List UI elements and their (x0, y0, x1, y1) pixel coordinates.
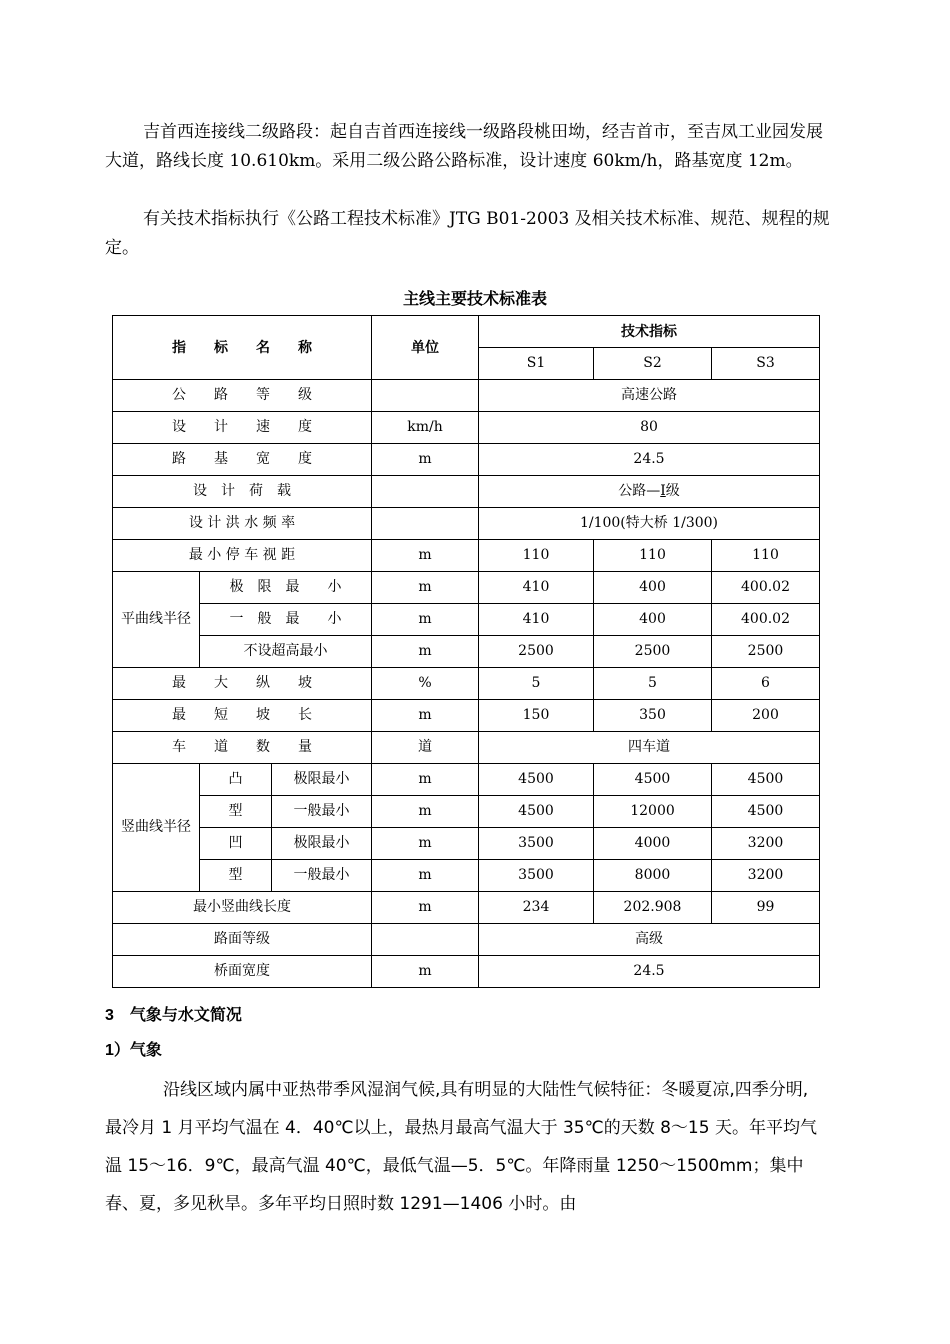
row-value: 四车道 (479, 732, 820, 764)
row-name: 一 般 最 小 (200, 604, 372, 636)
row-s3: 4500 (712, 764, 820, 796)
table-row (113, 764, 820, 796)
row-name: 最 大 纵 坡 (113, 668, 372, 700)
table-row (113, 668, 820, 700)
row-name: 极 限 最 小 (200, 572, 372, 604)
row-s2: 110 (594, 540, 712, 572)
table-row (113, 444, 820, 476)
paragraph-route-description: 吉首西连接线二级路段：起自吉首西连接线一级路段桃田坳，经吉首市，至吉凤工业园发展大道，路线长度 10.610km。采用二级公路公路标准，设计速度 60km/h，路基宽度 12m。 (105, 122, 823, 171)
row-s3: 99 (712, 892, 820, 924)
row-s2: 202.908 (594, 892, 712, 924)
header-tech: 技术指标 (479, 316, 820, 348)
row-unit: m (372, 700, 479, 732)
row-name: 一般最小 (272, 860, 372, 892)
row-unit: m (372, 956, 479, 988)
row-s3: 200 (712, 700, 820, 732)
concave-label-top: 凹 (200, 828, 272, 860)
convex-label-bottom: 型 (200, 796, 272, 828)
row-name: 最 小 停 车 视 距 (113, 540, 372, 572)
table-row (113, 604, 820, 636)
row-unit: km/h (372, 412, 479, 444)
table-row (113, 924, 820, 956)
subsection-heading-climate: 1）气象 (105, 1042, 162, 1059)
row-s1: 2500 (479, 636, 594, 668)
row-unit (372, 508, 479, 540)
convex-label-top: 凸 (200, 764, 272, 796)
row-s1: 110 (479, 540, 594, 572)
table-row (113, 700, 820, 732)
row-name: 不设超高最小 (200, 636, 372, 668)
row-s2: 5 (594, 668, 712, 700)
table-row (113, 540, 820, 572)
row-name: 极限最小 (272, 828, 372, 860)
row-name: 最小竖曲线长度 (113, 892, 372, 924)
row-name: 一般最小 (272, 796, 372, 828)
row-s1: 150 (479, 700, 594, 732)
load-suffix: 级 (665, 483, 680, 499)
row-s2: 4000 (594, 828, 712, 860)
table-row (113, 380, 820, 412)
row-name: 路面等级 (113, 924, 372, 956)
row-unit: m (372, 636, 479, 668)
row-name: 设 计 洪 水 频 率 (113, 508, 372, 540)
row-s3: 6 (712, 668, 820, 700)
row-unit: m (372, 540, 479, 572)
row-s3: 110 (712, 540, 820, 572)
table-row (113, 572, 820, 604)
row-s2: 12000 (594, 796, 712, 828)
row-unit: m (372, 796, 479, 828)
row-unit: m (372, 828, 479, 860)
row-s2: 400 (594, 604, 712, 636)
row-s1: 5 (479, 668, 594, 700)
row-value: 1/100(特大桥 1/300) (479, 508, 820, 540)
row-unit: m (372, 572, 479, 604)
row-s3: 3200 (712, 828, 820, 860)
row-s2: 400 (594, 572, 712, 604)
row-s1: 4500 (479, 796, 594, 828)
group-vertical-curve: 竖曲线半径 (113, 764, 200, 892)
row-value (479, 476, 820, 508)
table-row (113, 796, 820, 828)
row-s1: 410 (479, 572, 594, 604)
table-row (113, 732, 820, 764)
header-name: 指 标 名 称 (113, 316, 372, 380)
row-value: 高速公路 (479, 380, 820, 412)
row-s3: 2500 (712, 636, 820, 668)
row-s3: 3200 (712, 860, 820, 892)
load-class-mark: Ⅰ (660, 483, 666, 499)
row-s2: 350 (594, 700, 712, 732)
row-unit: 道 (372, 732, 479, 764)
paragraph-climate: 沿线区域内属中亚热带季风湿润气候,具有明显的大陆性气候特征：冬暖夏凉,四季分明,最冷月 1 月平均气温在 4．40℃以上，最热月最高气温大于 35℃的天数 8～15 天。年平均气温 15～16．9℃，最高气温 40℃，最低气温—5．5℃。年降雨量 1250～1500mm；集中春、夏，多见秋旱。多年平均日照时数 1291—1406 小时。由 (105, 1080, 817, 1214)
row-name: 设 计 荷 载 (113, 476, 372, 508)
table-row (113, 828, 820, 860)
tech-standards-table (112, 315, 820, 988)
header-s1: S1 (479, 348, 594, 380)
row-name: 设 计 速 度 (113, 412, 372, 444)
header-s2: S2 (594, 348, 712, 380)
row-unit: m (372, 892, 479, 924)
row-s3: 4500 (712, 796, 820, 828)
row-value: 24.5 (479, 444, 820, 476)
row-s3: 400.02 (712, 572, 820, 604)
table-row (113, 956, 820, 988)
row-unit: m (372, 444, 479, 476)
header-s3: S3 (712, 348, 820, 380)
header-unit: 单位 (372, 316, 479, 380)
table-row (113, 892, 820, 924)
row-name: 桥面宽度 (113, 956, 372, 988)
row-unit (372, 924, 479, 956)
row-name: 最 短 坡 长 (113, 700, 372, 732)
row-name: 车 道 数 量 (113, 732, 372, 764)
row-value: 24.5 (479, 956, 820, 988)
table-row (113, 508, 820, 540)
table-row (113, 636, 820, 668)
row-unit: % (372, 668, 479, 700)
table-title: 主线主要技术标准表 (402, 291, 547, 308)
row-s1: 3500 (479, 860, 594, 892)
row-s1: 3500 (479, 828, 594, 860)
row-s2: 8000 (594, 860, 712, 892)
row-unit: m (372, 604, 479, 636)
row-name: 公 路 等 级 (113, 380, 372, 412)
row-s1: 234 (479, 892, 594, 924)
paragraph-standards: 有关技术指标执行《公路工程技术标准》JTG B01-2003 及相关技术标准、规范、规程的规定。 (105, 209, 830, 258)
table-row (113, 412, 820, 444)
load-prefix: 公路— (618, 483, 661, 499)
concave-label-bottom: 型 (200, 860, 272, 892)
row-unit (372, 476, 479, 508)
table-row (113, 476, 820, 508)
table-row (113, 860, 820, 892)
row-s2: 4500 (594, 764, 712, 796)
row-unit: m (372, 764, 479, 796)
row-unit (372, 380, 479, 412)
row-s2: 2500 (594, 636, 712, 668)
row-name: 路 基 宽 度 (113, 444, 372, 476)
row-unit: m (372, 860, 479, 892)
group-horizontal-curve: 平曲线半径 (113, 572, 200, 668)
row-value: 80 (479, 412, 820, 444)
row-s1: 410 (479, 604, 594, 636)
row-name: 极限最小 (272, 764, 372, 796)
row-value: 高级 (479, 924, 820, 956)
row-s3: 400.02 (712, 604, 820, 636)
section-heading-climate-hydrology: 3 气象与水文简况 (105, 1007, 242, 1024)
row-s1: 4500 (479, 764, 594, 796)
